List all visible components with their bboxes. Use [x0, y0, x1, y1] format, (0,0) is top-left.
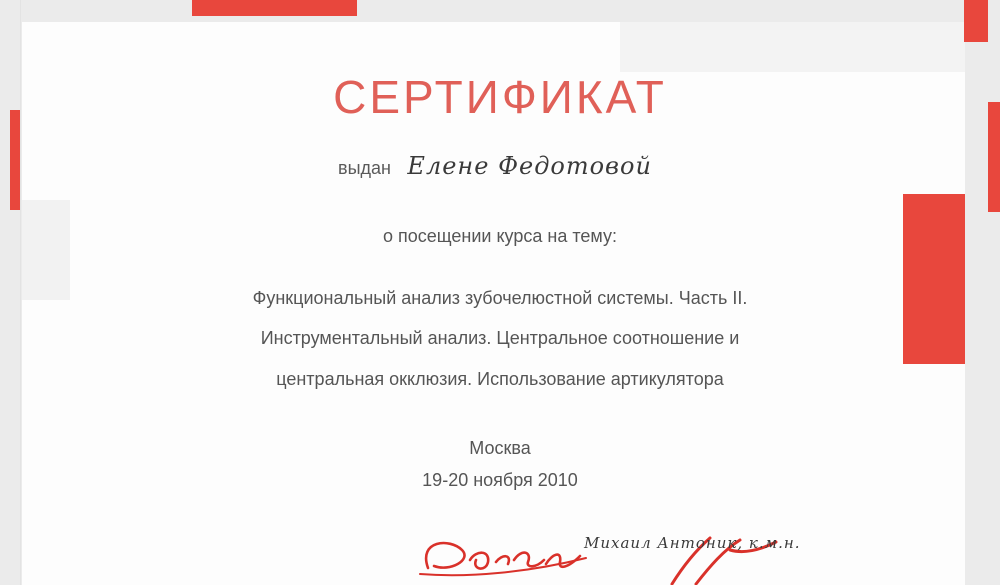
course-intro: о посещении курса на тему: — [383, 226, 617, 246]
signatory-name: Михаил Антоник, к.м.н. — [584, 534, 801, 552]
course-topic-line: Функциональный анализ зубочелюстной системы. Часть II. — [252, 288, 748, 308]
decor-grey-band-bottom-left — [22, 200, 70, 300]
recipient-name: Елене Федотовой — [407, 152, 652, 180]
course-topic-line: центральная окклюзия. Использование артикулятора — [276, 369, 724, 389]
decor-grey-band-top-right — [620, 22, 965, 72]
decor-red-block-top-right — [964, 0, 988, 42]
issued-label: выдан — [338, 158, 391, 178]
signature-icon — [410, 520, 830, 585]
course-date: 19-20 ноября 2010 — [422, 470, 578, 490]
decor-red-block-top — [192, 0, 357, 16]
certificate-title: СЕРТИФИКАТ — [333, 71, 667, 123]
course-topic-line: Инструментальный анализ. Центральное соотношение и — [260, 328, 740, 348]
decor-grey-band-top — [22, 0, 965, 22]
decor-red-block-left — [10, 110, 20, 210]
city: Москва — [469, 438, 531, 458]
issued-to-row — [338, 152, 652, 180]
